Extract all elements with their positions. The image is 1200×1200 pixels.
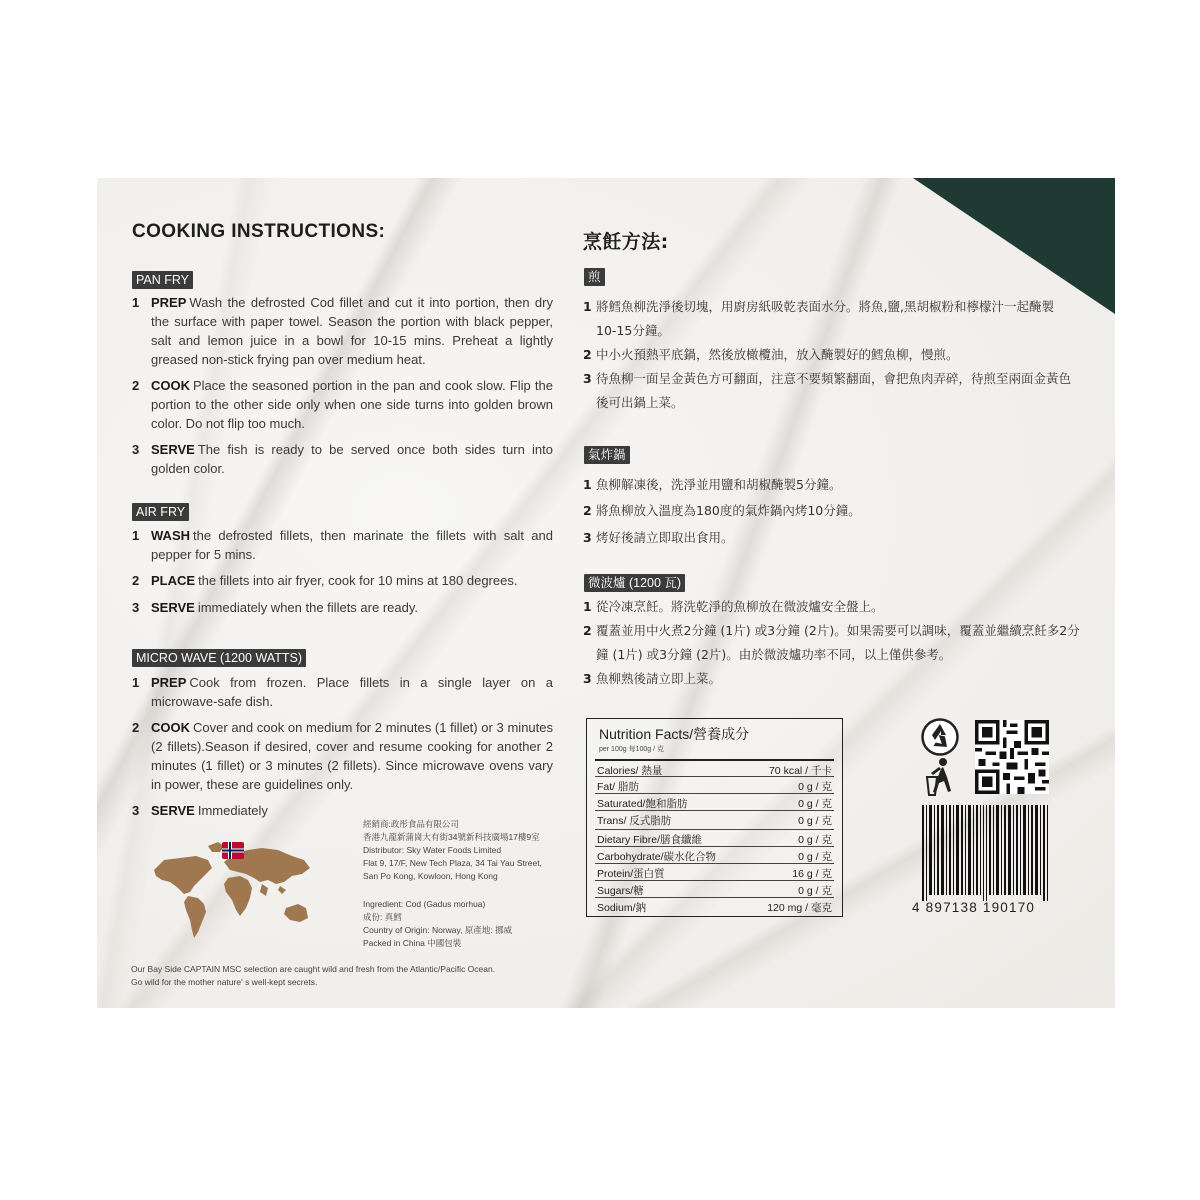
zh-pan-fry-tag: 煎	[584, 268, 605, 286]
nutrition-row: Carbohydrate/碳水化合物 0 g / 克	[595, 846, 834, 863]
pan-fry-tag: PAN FRY	[132, 271, 193, 289]
tidyman-icon	[923, 757, 957, 797]
nutrition-facts-panel	[586, 718, 843, 917]
nutrition-row: Saturated/飽和脂肪 0 g / 克	[595, 793, 834, 810]
zh-pan-fry-step: 1 將鱈魚柳洗淨後切塊，用廚房紙吸乾表面水分。將魚,鹽,黑胡椒粉和檸檬汁一起醃製 10-15分鐘。	[583, 299, 1054, 338]
zh-microwave-tag: 微波爐 (1200 瓦)	[584, 574, 685, 592]
nutrition-title: Nutrition Facts/營養成分	[599, 726, 750, 742]
nutrition-serving: per 100g 每100g / 克	[599, 746, 664, 753]
zh-microwave-step: 3 魚柳熟後請立即上菜。	[583, 671, 722, 686]
nutrition-row: Calories/ 熱量 70 kcal / 千卡	[595, 759, 834, 776]
nutrition-row: Sugars/糖 0 g / 克	[595, 880, 834, 897]
zh-microwave-step: 2 覆蓋並用中火煮2分鐘 (1片) 或3分鐘 (2片)。如果需要可以調味，覆蓋並繼續烹飪多2分 鐘 (1片) 或3分鐘 (2片)。由於微波爐功率不同，以上僅供參考。	[583, 623, 1080, 662]
cooking-instructions-title: COOKING INSTRUCTIONS:	[132, 221, 386, 242]
zh-microwave-step: 1 從冷凍烹飪。將洗乾淨的魚柳放在微波爐安全盤上。	[583, 599, 884, 614]
barcode-number: 4 897138 190170	[912, 900, 1036, 915]
footer-tagline: Our Bay Side CAPTAIN MSC selection are caught wild and fresh from the Atlantic/Pacific Ocean. Go wild for the mother nature' s well-kept secrets.	[131, 964, 496, 987]
pan-fry-step: 3 SERVE The fish is ready to be served once both sides turn into golden color.	[132, 442, 553, 476]
nutrition-row: Fat/ 脂肪 0 g / 克	[595, 776, 834, 793]
nutrition-row: Dietary Fibre/膳食纖維 0 g / 克	[595, 829, 834, 846]
zh-air-fry-step: 2 將魚柳放入溫度為180度的氣炸鍋內烤10分鐘。	[583, 503, 861, 518]
barcode-icon	[922, 805, 1051, 901]
ingredient-info: Ingredient: Cod (Gadus morhua) 成份: 真鱈 Country of Origin: Norway, 原產地: 挪威 Packed in China 中國包裝	[363, 899, 513, 948]
zh-pan-fry-step: 3 待魚柳一面呈金黃色方可翻面，注意不要頻繁翻面，會把魚肉弄碎，待煎至兩面金黃色 後可出鍋上菜。	[583, 371, 1072, 410]
zh-air-fry-step: 3 烤好後請立即取出食用。	[583, 530, 734, 545]
distributor-info: 經銷商:政彤食品有限公司 香港九龍新蒲崗大有街34號新科技廣場17樓9室 Distributor: Sky Water Foods Limited Flat 9, 17/F, New Tech Plaza, 34 Tai Yau Street, San Po Kong, Kowloon, Hong Kong	[363, 819, 542, 881]
pan-fry-step: 2 COOK Place the seasoned portion in the pan and cook slow. Flip the portion to the other side only when one side turns into golden brown color. Do not flip too much.	[132, 378, 553, 431]
nutrition-row: Trans/ 反式脂肪 0 g / 克	[595, 810, 834, 827]
microwave-tag: MICRO WAVE (1200 WATTS)	[132, 649, 306, 667]
nutrition-row: Protein/蛋白質 16 g / 克	[595, 863, 834, 880]
air-fry-tag: AIR FRY	[132, 503, 189, 521]
air-fry-step: 1 WASH the defrosted fillets, then marinate the fillets with salt and pepper for 5 mins.	[132, 528, 553, 562]
nutrition-row: Sodium/鈉 120 mg / 毫克	[595, 897, 834, 914]
microwave-step: 2 COOK Cover and cook on medium for 2 minutes (1 fillet) or 3 minutes (2 fillets).Season if desired, cover and resume cooking for another 2 minutes (1 fillet) or 3 minutes (2 fillets). Since microwave ovens vary in power, these are guidelines only.	[132, 720, 553, 792]
zh-air-fry-tag: 氣炸鍋	[584, 446, 630, 464]
qr-code-icon	[975, 720, 1049, 794]
chinese-title: 烹飪方法:	[583, 231, 669, 253]
air-fry-step: 2 PLACE the fillets into air fryer, cook for 10 mins at 180 degrees.	[132, 573, 518, 588]
recycle-icon	[921, 718, 959, 756]
pan-fry-step: 1 PREP Wash the defrosted Cod fillet and cut it into portion, then dry the surface with paper towel. Season the portion with black pepper, salt and lemon juice in a bowl for 10-15 mins. Preheat a lightly greased non-stick frying pan over medium heat.	[132, 295, 553, 367]
air-fry-step: 3 SERVE immediately when the fillets are ready.	[132, 600, 418, 615]
microwave-step: 3 SERVE Immediately	[132, 803, 268, 818]
corner-ribbon	[913, 178, 1115, 314]
microwave-step: 1 PREP Cook from frozen. Place fillets in a single layer on a microwave-safe dish.	[132, 675, 553, 709]
zh-air-fry-step: 1 魚柳解凍後，洗淨並用鹽和胡椒醃製5分鐘。	[583, 477, 842, 492]
zh-pan-fry-step: 2 中小火預熱平底鍋，然後放橄欖油，放入醃製好的鱈魚柳，慢煎。	[583, 347, 959, 362]
world-map-icon	[150, 838, 315, 940]
